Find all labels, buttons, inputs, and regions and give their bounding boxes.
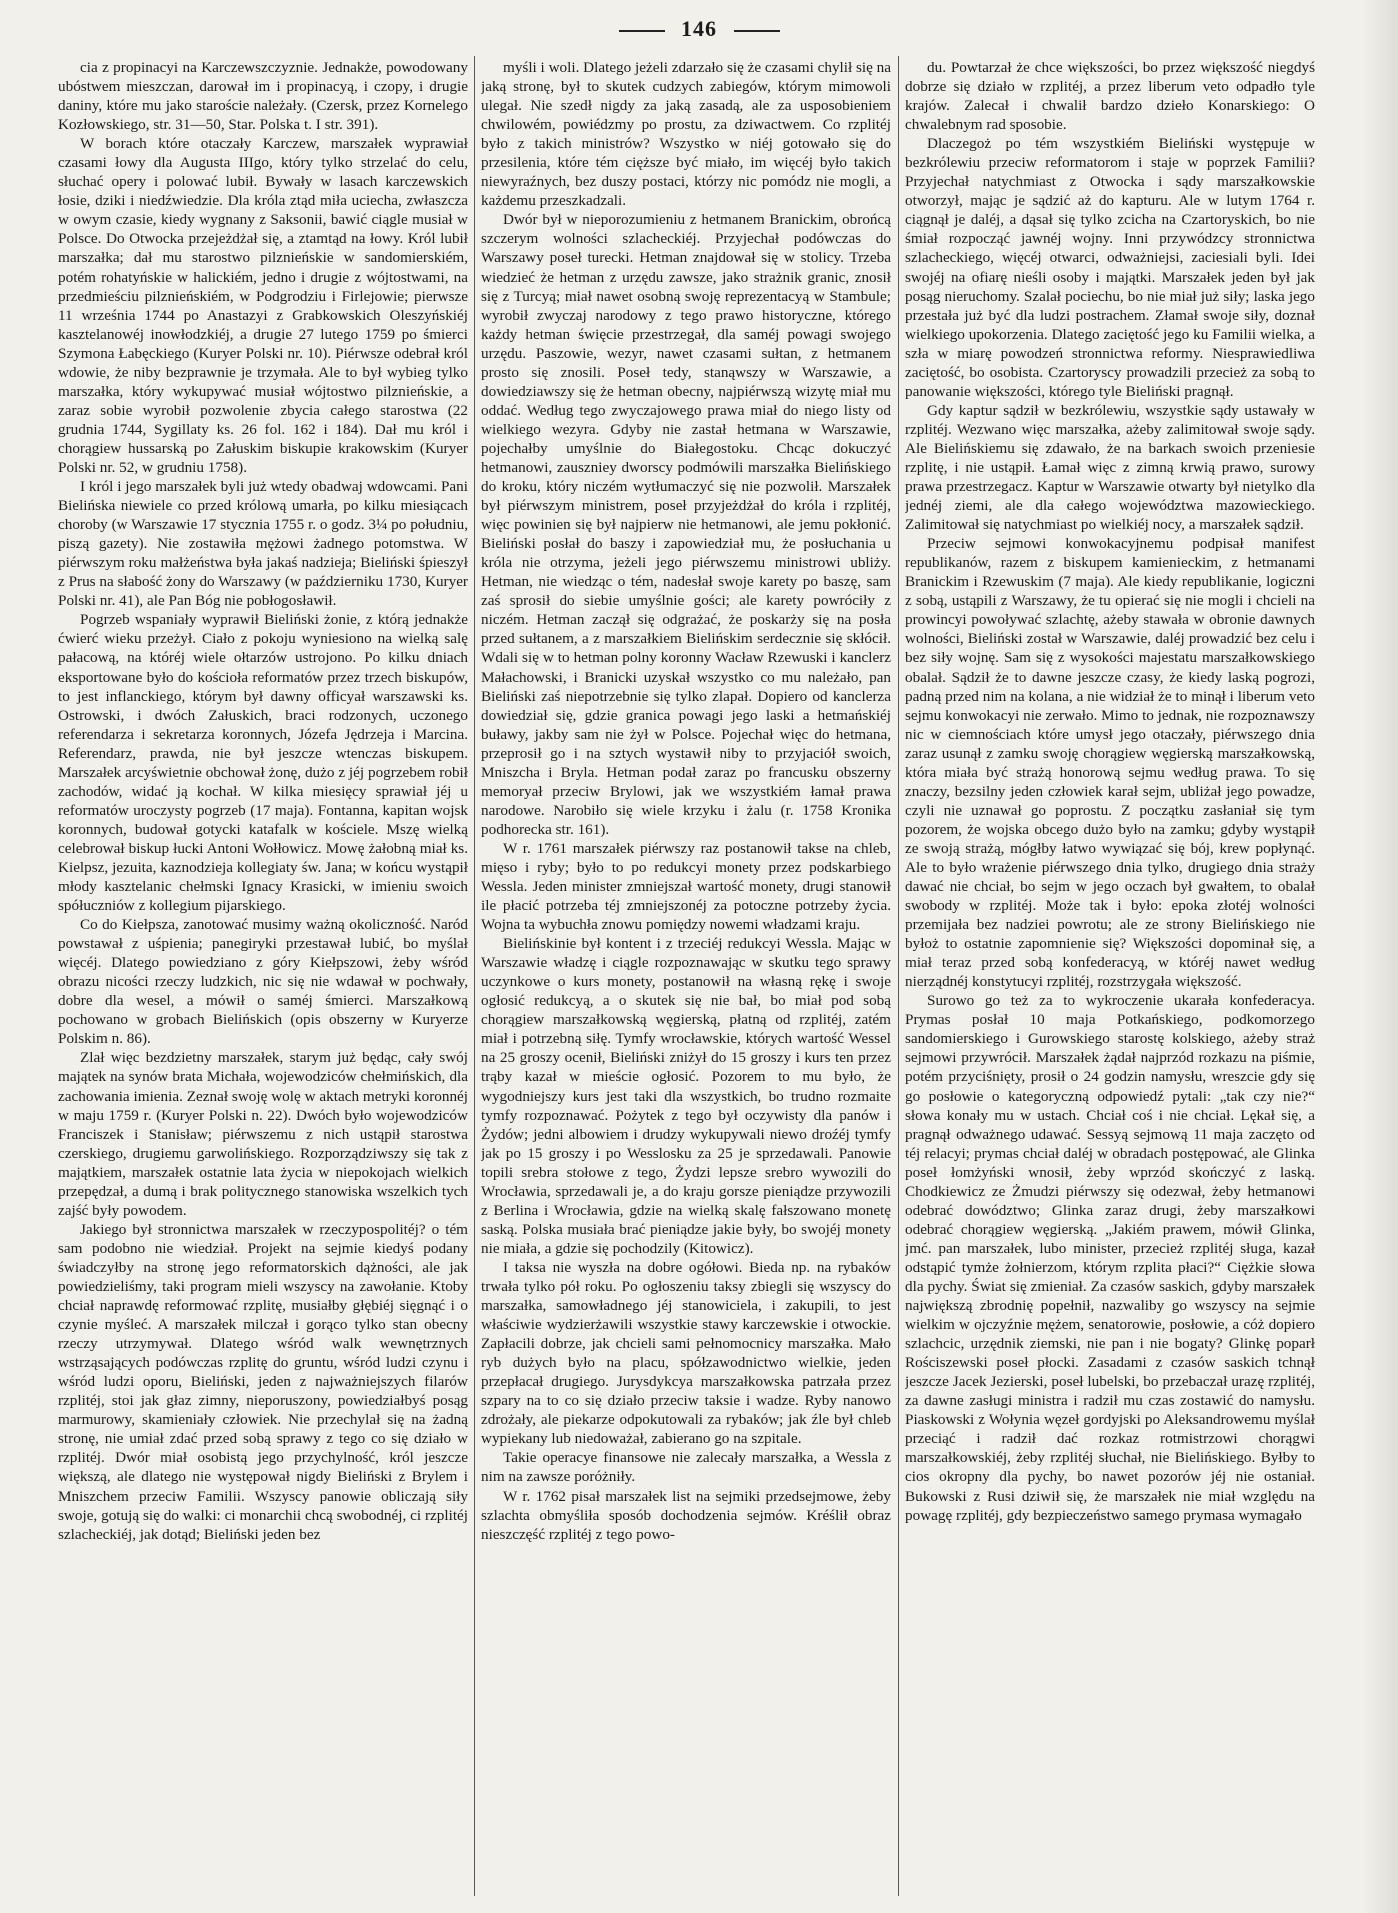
paragraph: Przeciw sejmowi konwokacyjnemu podpisał manifest republikanów, razem z biskupem kamienieckim, z hetmanami Branickim i Rzewuskim (7 maja). Ale kiedy republikanie, logiczni z sobą, ustąpili z Warszawy, że tu opierać się nie mogli i chcieli na prowincyi powoływać szlachtę, ażeby stawała w obronie dawnych wolności, Bieliński został w Warszawie, daléj prowadzić bez celu i bez siły wojnę. Sam się z wysokości majestatu marszałkowskiego obalał. Sądził że to dawne jeszcze czasy, że kiedy laską pogrozi, padną przed nim na kolana, a nie widział że to minął i liberum veto sejmu konwokacyi nie zerwało. Mimo to jednak, nie rozpoznawszy nic w ciemnościach które umysł jego otaczały, piérwszego dnia zaraz usunął z zamku swoję chorągiew węgierską marszałkowską, która miała być strażą honorową sejmu według prawa. To się znaczy, bezsilny jeden człowiek karał sejm, ubliżał jego powadze, czyli nie uznawał go poprostu. Z początku zasłaniał się tym pozorem, że wojska obcego dużo było na zamku; gdyby wystąpił ze swoją strażą, mógłby łatwo wywiązać się bój, krew popłynąć. Ale to było wrażenie piérwszego dnia tylko, drugiego dnia straży dawać nie chciał, bo sejm w jego oczach był gwałtem, to obalał swobody w rzplitéj. Może tak i było: epoka złotéj wolności przemijała bez nadziei powrotu; ale ze strony Bielińskiego nie byłoż to ostatnie zapomnienie się? Większości dopominał się, a miał teraz przed sobą konfederacyą, w któréj nawet według nierządnéj konstytucyi rzplitéj, rozstrzygała większość. (905, 535, 1315, 991)
paragraph: I król i jego marszałek byli już wtedy obadwaj wdowcami. Pani Bielińska niewiele co przed królową umarła, po kilku miesiącach choroby (w Warszawie 17 stycznia 1755 r. o godz. 3¼ po południu, piszą gazety). Nie zostawiła mężowi żadnego potomstwa. W piérwszym roku małżeństwa była jakaś nadzieja; Bieliński śpieszył z Prus na słabość żony do Warszawy (w październiku 1730, Kuryer Polski nr. 41), ale Pan Bóg nie pobłogosławił. (58, 478, 468, 610)
paragraph: cia z propinacyi na Karczewszczyznie. Jednakże, powodowany ubóstwem mieszczan, darował im i propinacyą, i czopy, i drugie daniny, które mu jako staroście należały. (Czersk, przez Kornelego Kozłowskiego, str. 31—50, Star. Polska t. I str. 391). (58, 59, 468, 134)
column-divider (474, 56, 475, 1896)
paragraph: Co do Kiełpsza, zanotować musimy ważną okoliczność. Naród powstawał z uśpienia; panegiryki przestawał lubić, bo myślał więcéj. Dlatego powiedziano z góry Kiełpszowi, żeby wśród obrazu nicości rzeczy ludzkich, nic się nie wdawał w pochwały, dobre dla wesel, a mówił o saméj śmierci. Marszałkową pochowano w grobach Bielińskich (opis obszerny w Kuryerze Polskim n. 86). (58, 916, 468, 1048)
paragraph: Zlał więc bezdzietny marszałek, starym już będąc, cały swój majątek na synów brata Michała, wojewodziców chełmińskich, dla zachowania imienia. Zeznał swoję wolę w aktach metryki koronnéj w maju 1759 r. (Kuryer Polski n. 22). Dwóch było wojewodziców Franciszek i Stanisław; piérwszemu z nich ustąpił starostwa czerskiego, drugiemu garwolińskiego. Rozporządziwszy się tak z majątkiem, marszałek ostatnie lata życia w niepokojach wielkich przepędzał, a dumą i brak politycznego stanowiska wszelkich tych zajść były powodem. (58, 1049, 468, 1219)
paragraph: Bielińskinie był kontent i z trzeciéj redukcyi Wessla. Mając w Warszawie władzę i ciągle rozpoznawając w skutku tego sprawy uczynkowe o kurs monety, postanowił na własną rękę i swoje ogłosić redukcyą, a o skutek się nie bał, bo miał pod sobą chorągiew marszałkowską węgierską, płatną od rzplitéj, zatém miał i potrzebną siłę. Tymfy wrocławskie, których wartość Wessel na 25 groszy ocenił, Bieliński zniżył do 15 groszy i kurs ten przez trąby kazał w mieście ogłosić. Pozorem to mu było, że wygodniejszy kurs jest taki dla wszystkich, bo trudno rozmaite tymfy rozpoznawać. Pożytek z tego był oczywisty dla panów i Żydów; jedni albowiem i drudzy wykupywali niewo droźéj tymfy jak po 15 groszy i po Wesslosku za 25 je sprzedawali. Panowie topili srebra stołowe z tego, Żydzi lepsze srebro wywozili do Wrocławia, sprzedawali je, a do kraju gorsze pieniądze przywozili z Berlina i Wrocławia, gdzie na wielką skalę fałszowano monetę saską. Polska musiała brać pieniądze jakie były, bo swojéj monety nie miała, a gdzie się pochodzily (Kitowicz). (481, 935, 891, 1257)
paragraph: W r. 1762 pisał marszałek list na sejmiki przedsejmowe, żeby szlachta obmyśliła sposób dochodzenia sejmów. Kréślił obraz nieszczęść rzplitéj z tego powo- (481, 1487, 891, 1543)
header-dash-right (734, 30, 780, 32)
paragraph: W r. 1761 marszałek piérwszy raz postanowił takse na chleb, mięso i ryby; było to po redukcyi monety przez podskarbiego Wessla. Jeden minister zmniejszał wartość monety, drugi stanowił ile płacić potrzeba téj zmniejszonéj za potoczne potrzeby życia. Wojna ta wybuchła znowu pomiędzy nowemi władzami kraju. (481, 839, 891, 934)
scan-shadow (1362, 0, 1398, 1913)
paragraph: Takie operacye finansowe nie zalecały marszałka, a Wessla z nim na zawsze poróżniły. (481, 1449, 891, 1486)
text-column-2 (481, 58, 891, 1898)
paragraph: W borach które otaczały Karczew, marszałek wyprawiał czasami łowy dla Augusta IIIgo, który tylko strzelać do celu, słuchać opery i polować lubił. Bywały w lasach karczewskich łosie, dziki i niedźwiedzie. Dla króla ztąd miła uciecha, zwłaszcza w owym czasie, kiedy wygnany z Saksonii, bawić ciągle musiał w Polsce. Do Otwocka przejeżdżał się, a ztamtąd na łowy. Król lubił marszałka; dał mu starostwo pilznieńskie w sandomierskiém, potém rohatyńskie w halickiém, jedno i drugie z wójtostwami, na przedmieściu pilznieńskiém, w Podgrodziu i Firlejowie; pierwsze 11 września 1744 po Anastazyi z Grabkowskich Oleszyńskiéj kasztelanowéj inowłodzkiéj, a drugie 27 lutego 1759 po śmierci Szymona Łabęckiego (Kuryer Polski nr. 10). Piérwsze odebrał król wdowie, że niby bezprawnie je trzymała. Ale to był wybieg tylko marszałka, który wykupywać musiał wójtostwo pilznieńskie, a zaraz sobie wyrobił pozwolenie zbycia całego starostwa (22 grudnia 1744, Sygillaty ks. 26 fol. 162 i 184). Dał mu król i chorągiew hussarską po Załuskim biskupie krakowskim (Kuryer Polski nr. 52, w grudniu 1758). (58, 135, 468, 476)
paragraph: Pogrzeb wspaniały wyprawił Bieliński żonie, z którą jednakże ćwierć wieku przeżył. Ciało z pokoju wyniesiono na wielką salę pałacową, na któréj wiele ołtarzów ustrojono. Po kilku dniach eksportowane było do kościoła reformatów przez trzech biskupów, to jest inflanckiego, którym był dawny officyał warszawski ks. Ostrowski, i dwóch Załuskich, braci rodzonych, uczonego referendarza i sekretarza koronnych, Józefa Jędrzeja i Marcina. Referendarz, prawda, nie był jeszcze wtenczas biskupem. Marszałek arcyświetnie obchował żonę, dużo z jéj pogrzebem robił zachodów, widać ją kochał. W kilka miesięcy sprawiał jéj u reformatów uroczysty pogrzeb (17 maja). Fontanna, kapitan wojsk koronnych, budował gotycki katafalk w kościele. Mszę wielką celebrował biskup łucki Antoni Wołłowicz. Mowę żałobną miał ks. Kielpsz, jezuita, kaznodzieja kollegiaty św. Jana; w końcu wystąpił młody kasztelanic chełmski Ignacy Krasicki, w imieniu swoich spółuczniów z kollegium pijarskiego. (58, 611, 468, 915)
paragraph: Dwór był w nieporozumieniu z hetmanem Branickim, obrońcą szczerym wolności szlacheckiéj. Przyjechał podówczas do Warszawy poseł turecki. Hetman znajdował się w stolicy. Trzeba wiedzieć że hetman z urzędu zawsze, jako strażnik granic, znosił się z Turcyą; miał nawet osobną swoję reprezentacyą w Stambule; wyrobił zwyczaj narodowy z tego prawo historyczne, którego każdy hetman święcie przestrzegał, dla saméj powagi swojego urzędu. Paszowie, wezyr, nawet czasami sułtan, z hetmanem prosto się znosili. Poseł tedy, stanąwszy w Warszawie, a dowiedziawszy się że hetman obecny, najpiérwszą wizytę miał mu oddać. Według tego zwyczajowego prawa miał do niego listy od wielkiego wezyra. Gdyby nie zastał hetmana w Warszawie, pojechałby umyślnie do Białegostoku. Chcąc dokuczyć hetmanowi, zauszniey dworscy podmówili marszałka Bielińskiego do kroku, który niczém wytłumaczyć się nie pozwolił. Marszałek był piérwszym ministrem, poseł przyjeżdżał do króla i rzplitéj, więc powinien się był najpierw nie hetmanowi, ale jemu pokłonić. Bieliński posłał do baszy i zapowiedział mu, że posłuchania u króla nie otrzyma, jeżeli jego piérwszemu ministrowi ubliży. Hetman, nie wiedząc o tém, nadesłał swoje karety po baszę, sam zaś sprosił do siebie umyślnie gości; ale karety powróciły z niczém. Hetman zaczął się odgrażać, że poskarży się na posła przed sułtanem, a z marszałkiem Bielińskim serdecznie się skłócił. Wdali się w to hetman polny koronny Wacław Rzewuski i kanclerz Małachowski, i Branicki uzyskał wszystko co mu należało, pan Bieliński zaś niepotrzebnie się tylko zlapał. Dopiero od kanclerza dowiedział się, gdzie granica powagi jego laski a hetmańskiéj buławy, jakby sam nie żył w Polsce. Pojechał więc do hetmana, przeprosił go i na sztych wystawił niby to przyjaciół swoich, Mniszcha i Bryla. Hetman podał zaraz po francusku obszerny memoryał przeciw Brylowi, jak we wszystkiém łamał prawa narodowe. Narobiło się wiele krzyku i żalu (r. 1758 Kronika podhorecka str. 161). (481, 211, 891, 838)
text-column-3 (905, 58, 1315, 1898)
paragraph: du. Powtarzał że chce większości, bo przez większość niegdyś dobrze się działo w rzplitéj, a przez liberum veto odpadło tyle krajów. Zalecał i chwalił bardzo dzieło Konarskiego: O chwalebnym rad sposobie. (905, 59, 1315, 134)
paragraph: Surowo go też za to wykroczenie ukarała konfederacya. Prymas posłał 10 maja Potkańskiego, podkomorzego sandomierskiego i Gurowskiego starostę kolskiego, ażeby straż sejmowi przywrócił. Marszałek żądał najprzód rozkazu na piśmie, potém przyciśnięty, prosił o 24 godzin namysłu, wreszcie gdy się go posłowie o kategoryczną odpowiedź pytali: „tak czy nie?“ słowa konały mu w ustach. Chciał coś i nie chciał. Lękał się, a pragnął odważnego udawać. Sessyą sejmową 11 maja zaczęto od téj relacyi; prymas chciał daléj w obradach postępować, ale Glinka poseł łomżyński wnosił, żeby wprzód skończyć z laską. Chodkiewicz ze Żmudzi piérwszy się odezwał, żeby hetmanowi odebrać dowództwo; Glinka zaraz drugi, żeby marszałkowi odebrać chorągiew węgierską. „Jakiém prawem, mówił Glinka, jmć. pan marszałek, lubo minister, przecież rzplitéj sługa, kazał odstąpić tymże żołnierzom, którym rzplita płaci?“ Ciężkie słowa dla pychy. Świat się zmieniał. Za czasów saskich, gdyby marszałek największą zbrodnię popełnił, nazwaliby go wszyscy na sejmie wielkim w ojczyźnie mężem, senatorowie, posłowie, a cóż dopiero szlachcic, urzędnik ziemski, nie pan i nie bogaty? Glinkę poparł Rościszewski poseł płocki. Zasadami z czasów saskich tchnął jeszcze Jacek Jezierski, poseł lubelski, bo przebaczał urazę rzplitéj, za dawne zasługi ministra i radził mu czas zostawić do namysłu. Piaskowski z Wołynia węzeł gordyjski po Aleksandrowemu myślał przeciąć i radził dać rozkaz rotmistrzowi chorągwi marszałkowskiéj, żeby rzplitéj słuchał, nie Bielińskiego. Byłby to cios okropny dla pychy, bo nawet pozorów jéj nie ostaniał. Bukowski z Rusi dziwił się, że marszałek nie miał względu na powagę rzplitéj, gdy bezpieczeństwo samego prymasa wymagało (905, 992, 1315, 1524)
page-header (0, 16, 1398, 42)
column-divider (898, 56, 899, 1896)
paragraph: Jakiego był stronnictwa marszałek w rzeczypospolitéj? o tém sam podobno nie wiedział. Projekt na sejmie kiedyś podany świadczyłby na stronę jego reformatorskich dążności, ale jak powiedzieliśmy, taki program mieli wszyscy na zawołanie. Ktoby chciał naprawdę reformować rzplitę, musiałby głębiéj sięgnąć i o czynie myśleć. A marszałek milczał i gorąco tylko stan obecny rzeczy utrzymywał. Dlatego wśród walk wewnętrznych wstrząsających podówczas rzplitę do gruntu, wśród ludzi czynu i wśród ludzi oporu, Bieliński, jeden z najważniejszych filarów rzplitéj, stoi jak głaz zimny, nieporuszony, powiedziałbyś posąg marmurowy, skamieniały człowiek. Nie przechylał się na żadną stronę, nie umiał zdać przed sobą sprawy z tego co się działo w rzplitéj. Dwór miał osobistą jego przychylność, król jeszcze większą, ale dlatego nie występował nigdy Bieliński z Brylem i Mniszchem przeciw Familii. Wszyscy panowie obliczają siły swoje, gotują się do walki: ci monarchii chcą swobodnéj, ci rzplitéj szlacheckiéj, jak dotąd; Bieliński jeden bez (58, 1220, 468, 1543)
paragraph: myśli i woli. Dlatego jeżeli zdarzało się że czasami chylił się na jaką stronę, był to skutek cudzych zabiegów, którym mimowoli ulegał. Nie szedł nigdy za jaką zasadą, ale za usposobieniem chwilowém, powiédzmy po prostu, za dziwactwem. Co rzplitéj było z takich ministrów? Wszystko w niéj gotowało się do przesilenia, które tém cięższe być miało, im więcéj było takich niewyraźnych, bez duszy postaci, którzy nic pomódz nie mogli, a każdemu przeszkadzali. (481, 59, 891, 210)
page-number: 146 (681, 16, 717, 41)
text-column-1 (58, 58, 468, 1898)
paragraph: Dlaczegoż po tém wszystkiém Bieliński występuje w bezkrólewiu przeciw reformatorom i staje w poprzek Familii? Przyjechał natychmiast z Otwocka i sądy marszałkowskie otworzył, mając je sądzić aż do kapturu. Ale w lutym 1764 r. ciągnął je daléj, a dąsał się tylko zcicha na Czartoryskich, bo nie śmiał rozpocząć jawnéj wojny. Inni przywódzcy stronnictwa szlacheckiego, więcéj otwarci, odważniejsi, zaciesiali byli. Idei swojéj na ofiarę nieśli osoby i majątki. Marszałek jeden był jak posąg nieruchomy. Szalał pociechu, bo nie miał już siły; laska jego przestała już być dla ludzi postrachem. Złamał swoje siły, doznał wielkiego upokorzenia. Dlatego zaciętość jego ku Familii wielka, a szła w miarę powodzeń stronnictwa reformy. Niesprawiedliwa zaciętość, bo osobista. Czartoryscy prowadzili przecież za sobą to panowanie większości, którego tyle Bieliński pragnął. (905, 135, 1315, 400)
header-dash-left (619, 30, 665, 32)
paragraph: Gdy kaptur sądził w bezkrólewiu, wszystkie sądy ustawały w rzplitéj. Wezwano więc marszałka, ażeby zalimitował swoje sądy. Ale Bielińskiemu się zdawało, że na barkach swoich przeniesie rzplitę, i nie ustąpił. Łamał więc z zimną krwią prawo, surowy prawa przestrzegacz. Kaptur w Warszawie otwarty był nietylko dla jednéj ziemi, ale dla całego województwa mazowieckiego. Zalimitował się natychmiast po wielkiéj nocy, a marszałek sądził. (905, 401, 1315, 534)
paragraph: I taksa nie wyszła na dobre ogółowi. Bieda np. na rybaków trwała tylko pół roku. Po ogłoszeniu taksy zbiegli się wszyscy do marszałka, samowładnego jéj stanowiciela, i zakupili, to jest właściwie wydzierżawili wszystkie stawy karczewskie i otwockie. Zapłacili dobrze, jak chcieli sami pełnomocnicy marszałka. Mało ryb dużych było na placu, spółzawodnictwo wielkie, jeden przepłacał drugiego. Jurysdykcya marszałkowska patrzała przez szpary na to co się działo przeciw taksie i wadze. Ryby nanowo zdrożały, ale piekarze odpokutowali za rybaków; jak źle był chleb wypiekany lub niedoważał, zabierano go na szpitale. (481, 1258, 891, 1448)
